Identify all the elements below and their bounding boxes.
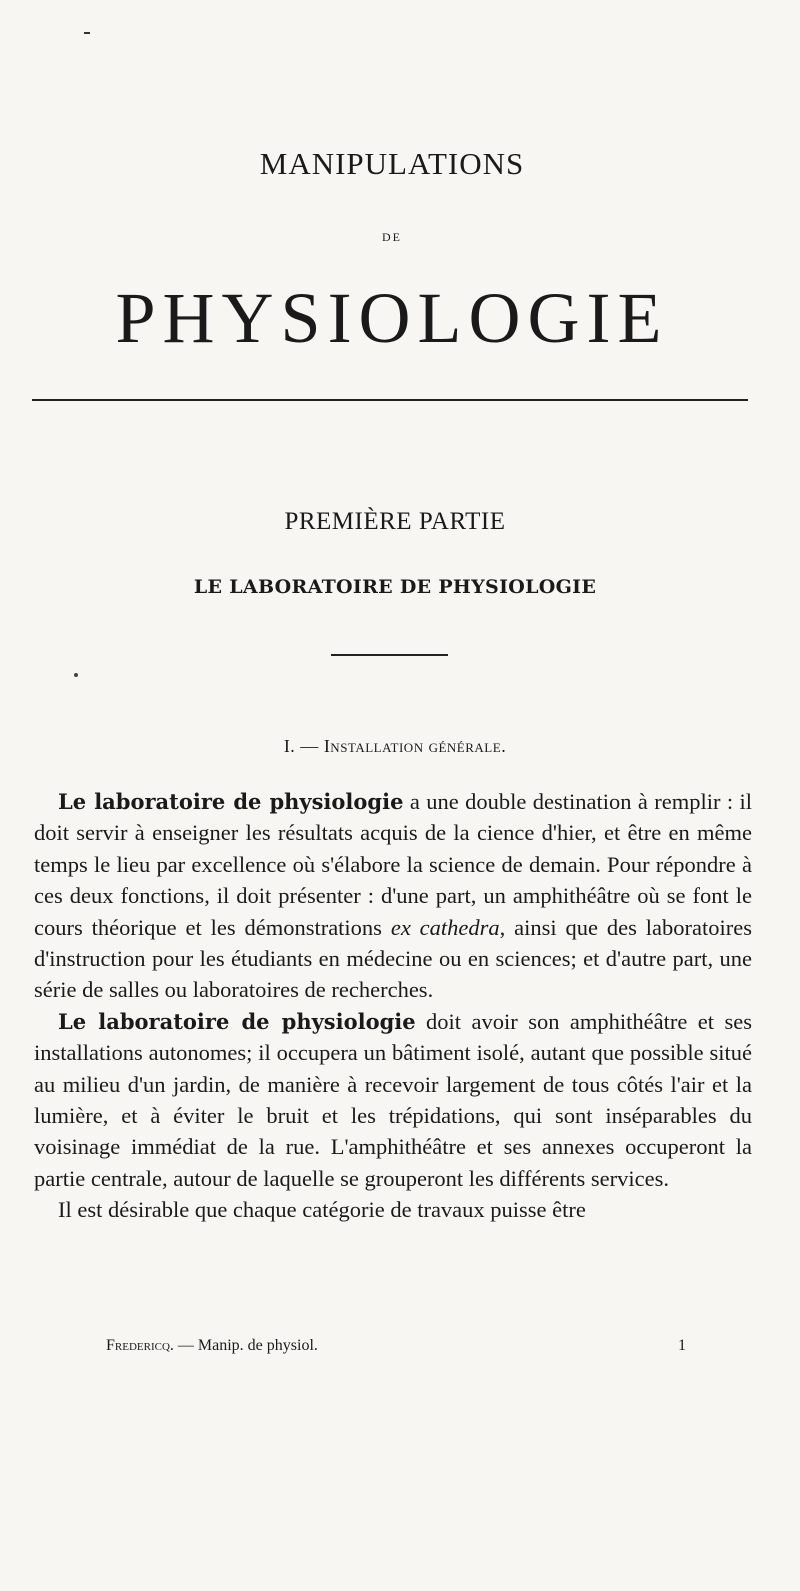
- body-text: [34, 786, 752, 1226]
- paragraph-3: Il est désirable que chaque catégorie de travaux puisse être: [58, 1197, 586, 1223]
- emphasis-bold: Le laboratoire de physiologie: [58, 789, 404, 814]
- page-number: 1: [678, 1337, 686, 1354]
- section-title: Installation générale.: [323, 736, 507, 756]
- emphasis-italic: ex cathedra: [390, 914, 500, 940]
- title-line-1: MANIPULATIONS: [259, 146, 525, 181]
- part-subtitle: LE LABORATOIRE DE PHYSIOLOGIE: [193, 576, 597, 598]
- part-title: PREMIÈRE PARTIE: [284, 508, 506, 535]
- paragraph-text: , ainsi que des laboratoires d'instruction pour les étudiants en médecine ou en sciences; et d'autre part, une série de salles ou laboratoires de recherches.: [34, 914, 752, 1003]
- section-heading: [0, 736, 790, 757]
- main-title: PHYSIOLOGIE: [115, 278, 669, 358]
- emphasis-bold: Le laboratoire de physiologie: [58, 1008, 416, 1034]
- section-number: I. —: [283, 736, 319, 756]
- title-divider-rule: [32, 399, 748, 401]
- footer-title: — Manip. de physiol.: [173, 1337, 318, 1354]
- title-connector: DE: [382, 230, 402, 244]
- section-divider-rule: [331, 654, 448, 656]
- ink-mark: [84, 32, 90, 34]
- page-footer: [106, 1337, 686, 1355]
- paragraph-text: doit avoir son amphithéâtre et ses installations autonomes; il occupera un bâtiment isolé, autant que possible situé au milieu d'un jardin, de manière à recevoir largement de tous côtés l'air et la lumière, et à éviter le bruit et les trépidations, qui sont inséparables du voisinage immédiat de la rue. L'amphithéâtre et ses annexes occuperont la partie centrale, autour de laquelle se grouperont les différents services.: [34, 1008, 752, 1191]
- paragraph-text: a une double destination à remplir : il doit servir à enseigner les résultats acquis de la cience d'hier, et être en même temps le lieu par excellence où s'élabore la science de demain. Pour répondre à ces deux fonctions, il doit présenter : d'une part, un amphithéâtre où se font le cours théorique et les démonstrations: [34, 789, 752, 940]
- footer-author: Fredericq.: [106, 1337, 174, 1354]
- ink-dot: [74, 673, 78, 677]
- paragraph-1: [34, 786, 752, 1006]
- paragraph-2: [34, 1006, 752, 1194]
